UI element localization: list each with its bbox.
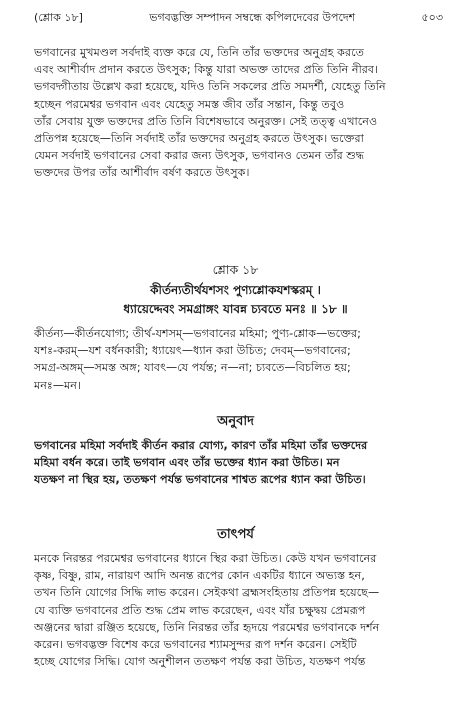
text-line: প্রতিপন্ন হয়েছে—তিনি সর্বদাই তাঁর ভক্তদের অনুগ্রহ করতে উৎসুক। ভক্তেরা [34, 132, 364, 146]
translation-block [34, 437, 449, 489]
text-line: হচ্ছেন পরমেশ্বর ভগবান এবং যেহেতু সমস্ত জীব তাঁর সন্তান, কিন্তু তবুও [34, 97, 345, 111]
purport-line: হচ্ছে যোগের সিদ্ধি। যোগ অনুশীলন ততক্ষণ পর্যন্ত করা উচিত, যতক্ষণ পর্যন্ত [34, 655, 366, 669]
translation-line: ভগবানের মহিমা সর্বদাই কীর্তন করার যোগ্য, কারণ তাঁর মহিমা তাঁর ভক্তদের [34, 439, 368, 452]
text-line: ভক্তদের উপর তাঁর আশীর্বাদ বর্ষণ করতে উৎসুক। [34, 166, 250, 180]
purport-block [34, 550, 449, 670]
synonyms-block [34, 325, 449, 394]
verse-title: শ্লোক ১৮ [212, 262, 259, 277]
text-line: এবং আশীর্বাদ প্রদান করতে উৎসুক; কিন্তু যারা অভক্ত তাদের প্রতি তিনি নীরব। [34, 63, 379, 77]
translation-line: যতক্ষণ না স্থির হয়, ততক্ষণ পর্যন্ত ভগবানের শাশ্বত রূপের ধ্যান করা উচিত। [34, 473, 366, 487]
intro-paragraph [34, 44, 449, 182]
header-verse-ref: (শ্লোক ১৮] [34, 10, 83, 24]
text-line: তাঁর সেবায় যুক্ত ভক্তদের প্রতি তিনি বিশেষভাবে অনুরক্ত। সেই তত্ত্ব এখানেও [34, 114, 378, 128]
purport-line: কৃষ্ণ, বিষ্ণু, রাম, নারায়ণ আদি অনন্ত রূপের কোন একটির ধ্যানে অভ্যস্ত হন, [34, 569, 365, 583]
text-line: ভগবদ্গীতায় উল্লেখ করা হয়েছে, যদিও তিনি সকলের প্রতি সমদর্শী, যেহেতু তিনি [34, 80, 386, 94]
synonyms-line: যশঃ-করম্—যশ বর্ধনকারী; ধ্যায়েৎ—ধ্যান করা উচিত; দেবম্—ভগবানের; [34, 344, 351, 358]
text-line: ভগবানের মুখমণ্ডল সর্বদাই ব্যক্ত করে যে, তিনি তাঁর ভক্তদের অনুগ্রহ করতে [34, 46, 365, 59]
page-number: ৫০৩ [421, 10, 443, 24]
text-line: যেমন সর্বদাই ভগবানের সেবা করার জন্য উৎসুক, ভগবানও তেমন তাঁর শুদ্ধ [34, 149, 365, 163]
purport-heading: তাৎপর্য [217, 527, 254, 542]
purport-line: অঞ্জনের দ্বারা রঞ্জিত হয়েছে, তিনি নিরন্তর তাঁর হৃদয়ে পরমেশ্বর ভগবানকে দর্শন [34, 620, 380, 634]
header-chapter-title: ভগবদ্ভক্তি সম্পাদন সম্বন্ধে কপিলদেবের উপদেশ [149, 10, 356, 24]
synonyms-line: মনঃ—মন। [34, 378, 81, 392]
synonyms-line: সমগ্র-অঙ্গম্—সমস্ত অঙ্গ; যাবৎ—যে পর্যন্ত; ন—না; চ্যবতে—বিচলিত হয়; [34, 361, 351, 375]
verse-line: কীর্তন্যতীর্থযশসং পুণ্যশ্লোকযশস্করম্ । [150, 283, 321, 297]
running-header [34, 8, 443, 28]
translation-heading: অনুবাদ [217, 414, 254, 429]
purport-line: করেন। ভগবদ্ভক্ত বিশেষ করে ভগবানের শ্যামসুন্দর রূপ দর্শন করেন। সেইটি [34, 638, 357, 652]
synonyms-line: কীর্তন্য—কীর্তনযোগ্য; তীর্থ-যশসম্—ভগবানের মহিমা; পুণ্য-শ্লোক—ভক্তের; [34, 327, 361, 340]
purport-line: যে ব্যক্তি ভগবানের প্রতি শুদ্ধ প্রেম লাভ করেছেন, এবং যাঁর চক্ষুদ্বয় প্রেমরূপ [34, 603, 366, 617]
translation-line: মহিমা বর্ধন করে। তাই ভগবান এবং তাঁর ভক্তের ধ্যান করা উচিত। মন [34, 456, 340, 470]
purport-line: তখন তিনি যোগের সিদ্ধি লাভ করেন। সেইকথা ব্রহ্মসংহিতায় প্রতিপন্ন হয়েছে— [34, 586, 380, 600]
verse-line: ধ্যায়েদ্দেবং সমগ্রাঙ্গং যাবন্ন চ্যবতে মনঃ ॥ ১৮ ॥ [123, 302, 348, 316]
purport-line: মনকে নিরন্তর পরমেশ্বর ভগবানের ধ্যানে স্থির করা উচিত। কেউ যখন ভগবানের [34, 552, 377, 565]
